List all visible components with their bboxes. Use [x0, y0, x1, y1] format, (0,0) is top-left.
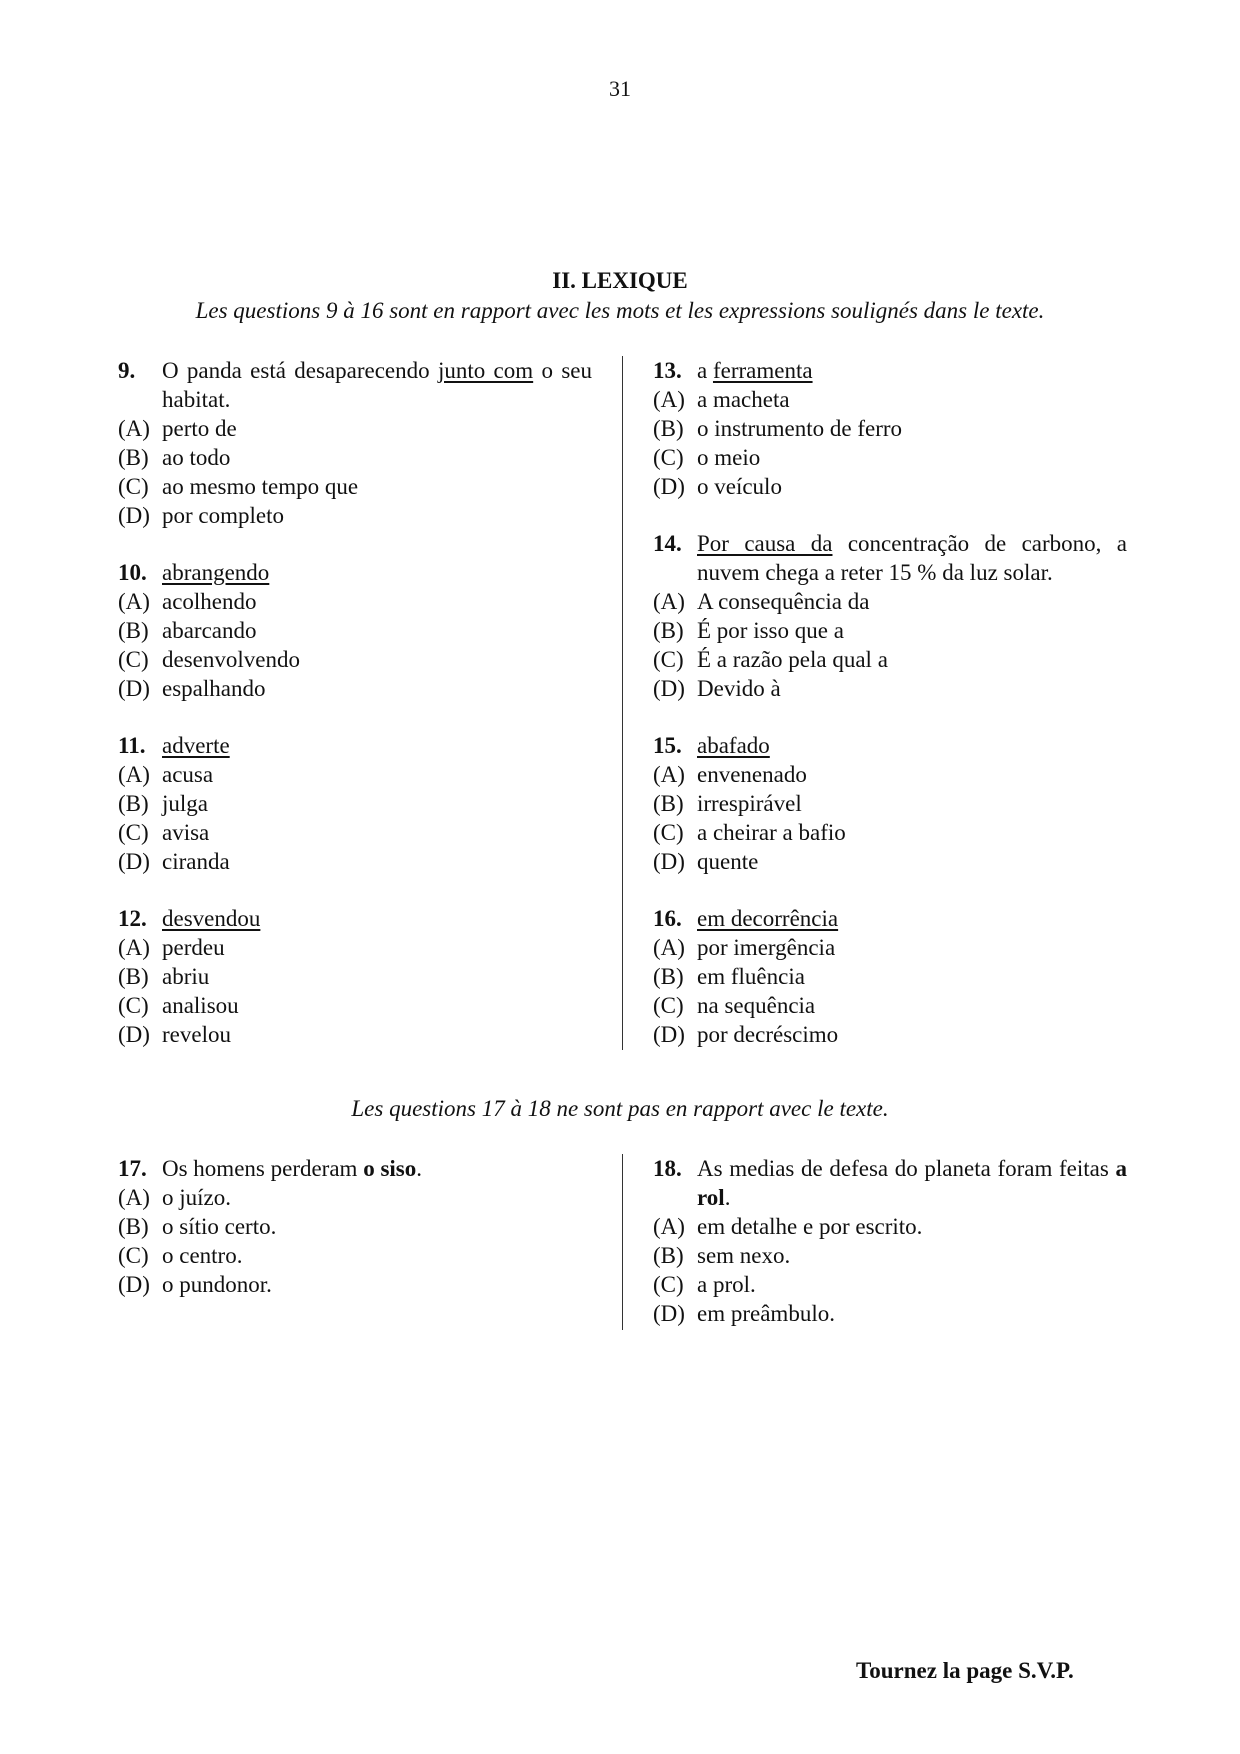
- question-16: [653, 904, 1127, 1049]
- option-b: (B) sem nexo.: [653, 1243, 791, 1268]
- option-b: (B) o instrumento de ferro: [653, 416, 903, 441]
- option-c: (C) ao mesmo tempo que: [118, 474, 359, 499]
- section-title: II. LEXIQUE: [552, 268, 688, 293]
- question-number: 13.: [653, 358, 682, 383]
- question-12: [118, 904, 592, 1049]
- page-number: 31: [609, 76, 631, 101]
- question-number: 9.: [118, 358, 136, 383]
- right-column-lower: [653, 1154, 1127, 1356]
- option-c: (C) analisou: [118, 993, 239, 1018]
- question-stem: [162, 558, 592, 587]
- option-a: (A) a macheta: [653, 387, 790, 412]
- question-stem: As medias de defesa do planeta foram feitas a rol.: [697, 1156, 1127, 1210]
- underlined-term: desvendou: [162, 906, 261, 931]
- question-stem: Os homens perderam o siso.: [162, 1156, 422, 1181]
- underlined-term: adverte: [162, 733, 230, 758]
- option-c: (C) desenvolvendo: [118, 647, 300, 672]
- option-c: (C) o meio: [653, 445, 761, 470]
- underlined-term: ferramenta: [712, 358, 813, 383]
- underlined-term: Por causa da: [697, 531, 833, 556]
- question-stem: Por causa da concentração de carbono, a nuvem chega a reter 15 % da luz solar.: [697, 531, 1127, 585]
- question-number: 18.: [653, 1156, 682, 1181]
- question-18: [653, 1154, 1127, 1328]
- option-d: (D) Devido à: [653, 676, 781, 701]
- option-b: (B) abriu: [118, 964, 210, 989]
- underlined-term: abrangendo: [162, 560, 270, 585]
- option-c: (C) o centro.: [118, 1243, 243, 1268]
- option-d: (D) por decréscimo: [653, 1022, 839, 1047]
- option-b: (B) ao todo: [118, 445, 231, 470]
- option-b: (B) julga: [118, 791, 208, 816]
- question-15: [653, 731, 1127, 876]
- question-10: [118, 558, 592, 703]
- question-14: [653, 529, 1127, 703]
- question-stem: [697, 904, 1127, 933]
- question-stem: [162, 731, 592, 760]
- left-column-lower: [118, 1154, 592, 1327]
- question-number: 10.: [118, 560, 147, 585]
- underlined-term: junto com: [437, 358, 534, 383]
- bold-term: a rol: [697, 1156, 1127, 1210]
- option-d: (D) revelou: [118, 1022, 231, 1047]
- question-11: [118, 731, 592, 876]
- right-column-upper: [653, 356, 1127, 1077]
- question-number: 11.: [118, 733, 146, 758]
- option-b: (B) em fluência: [653, 964, 805, 989]
- option-a: (A) o juízo.: [118, 1185, 231, 1210]
- option-d: (D) espalhando: [118, 676, 266, 701]
- option-b: (B) É por isso que a: [653, 618, 844, 643]
- option-a: (A) por imergência: [653, 935, 836, 960]
- option-a: (A) perto de: [118, 416, 237, 441]
- option-d: (D) por completo: [118, 503, 284, 528]
- question-stem: O panda está desaparecendo junto com o seu habitat.: [162, 358, 592, 412]
- option-c: (C) a cheirar a bafio: [653, 820, 846, 845]
- option-a: (A) acusa: [118, 762, 214, 787]
- option-d: (D) o veículo: [653, 474, 782, 499]
- question-stem: a ferramenta: [697, 358, 813, 383]
- option-c: (C) É a razão pela qual a: [653, 647, 888, 672]
- question-number: 15.: [653, 733, 682, 758]
- question-number: 14.: [653, 531, 682, 556]
- option-a: (A) envenenado: [653, 762, 807, 787]
- underlined-term: abafado: [697, 733, 770, 758]
- option-d: (D) o pundonor.: [118, 1272, 272, 1297]
- option-b: (B) irrespirável: [653, 791, 802, 816]
- option-c: (C) na sequência: [653, 993, 816, 1018]
- section-instruction: Les questions 9 à 16 sont en rapport avec les mots et les expressions soulignés dans le texte.: [195, 298, 1045, 323]
- column-divider: [622, 356, 623, 1050]
- option-d: (D) quente: [653, 849, 759, 874]
- question-17: [118, 1154, 592, 1299]
- footer-turn-page: Tournez la page S.V.P.: [856, 1658, 1074, 1683]
- option-d: (D) ciranda: [118, 849, 230, 874]
- section-instruction-2: Les questions 17 à 18 ne sont pas en rapport avec le texte.: [351, 1096, 889, 1121]
- question-stem: [697, 731, 1127, 760]
- option-a: (A) em detalhe e por escrito.: [653, 1214, 923, 1239]
- option-c: (C) avisa: [118, 820, 210, 845]
- bold-term: o siso: [363, 1156, 417, 1181]
- question-number: 12.: [118, 906, 147, 931]
- question-9: [118, 356, 592, 530]
- left-column-upper: [118, 356, 592, 1077]
- option-a: (A) acolhendo: [118, 589, 257, 614]
- option-d: (D) em preâmbulo.: [653, 1301, 835, 1326]
- question-number: 17.: [118, 1156, 147, 1181]
- question-13: [653, 356, 1127, 501]
- question-stem: [162, 904, 592, 933]
- option-a: (A) A consequência da: [653, 589, 870, 614]
- option-a: (A) perdeu: [118, 935, 225, 960]
- option-b: (B) abarcando: [118, 618, 257, 643]
- question-number: 16.: [653, 906, 682, 931]
- option-b: (B) o sítio certo.: [118, 1214, 277, 1239]
- underlined-term: em decorrência: [697, 906, 839, 931]
- option-c: (C) a prol.: [653, 1272, 756, 1297]
- column-divider-lower: [622, 1154, 623, 1330]
